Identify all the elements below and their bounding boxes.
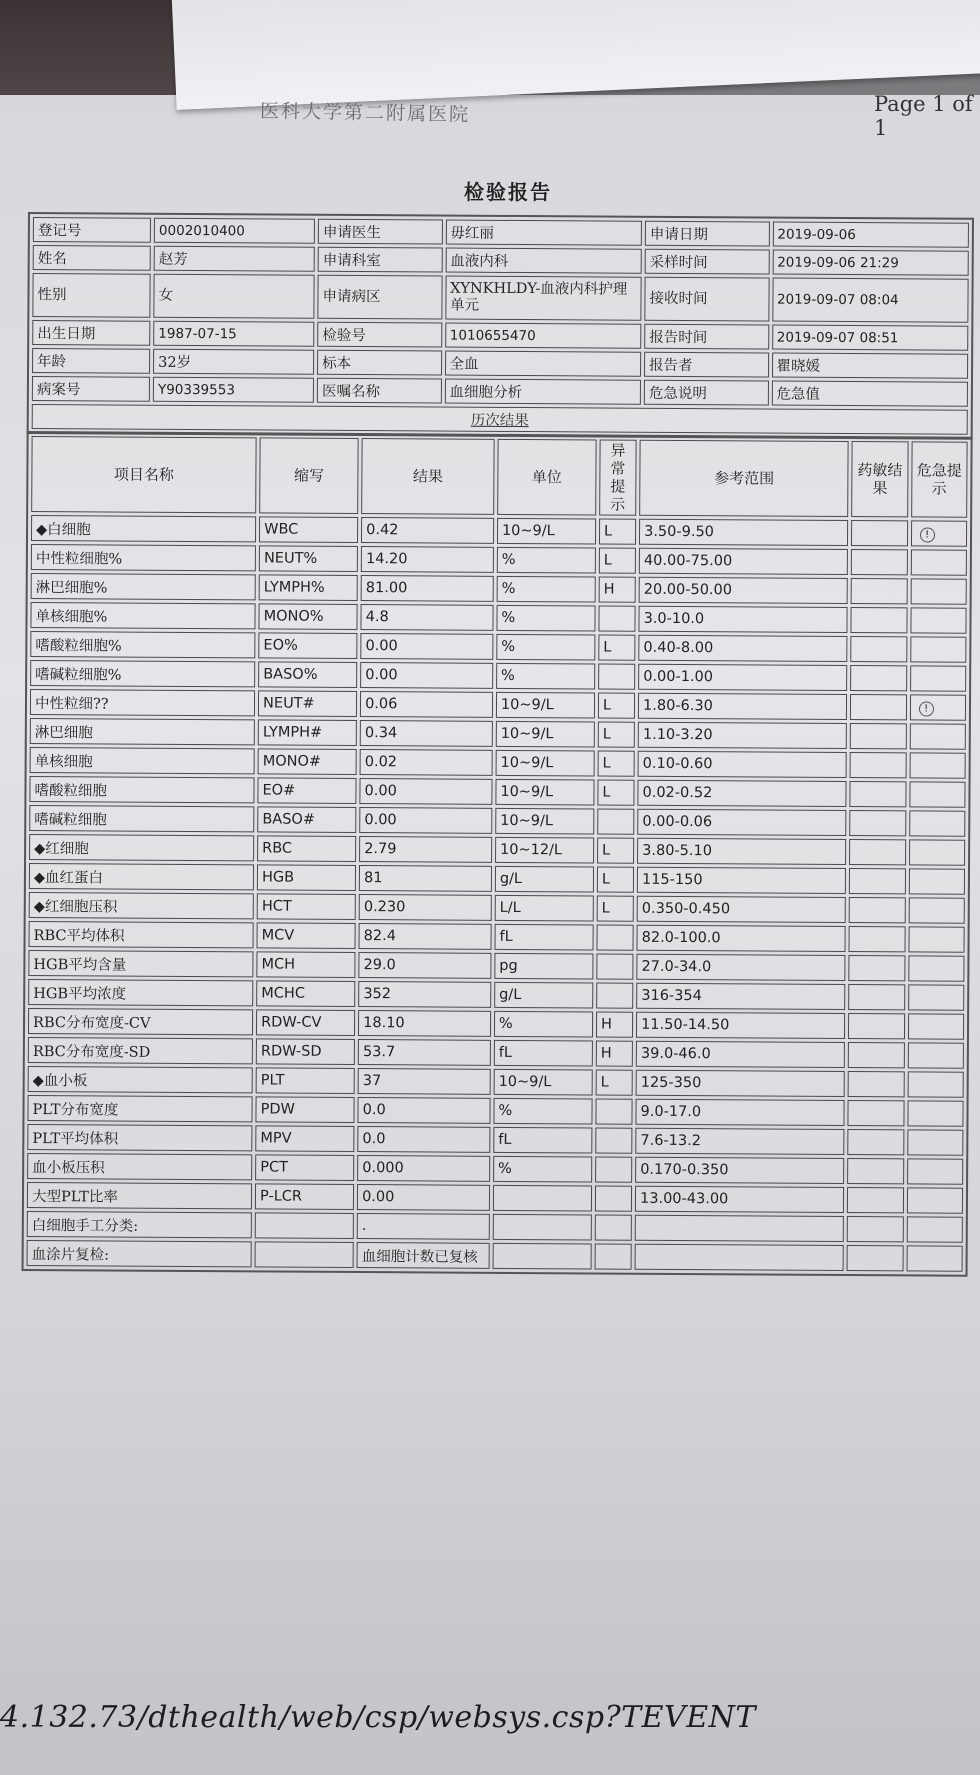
cell-range: 3.80-5.10 [637, 838, 846, 865]
cell-sens [851, 520, 907, 546]
col-header-sensitivity: 药敏结果 [852, 441, 909, 517]
cell-range: 0.170-0.350 [635, 1157, 844, 1184]
cell-range: 1.10-3.20 [638, 722, 847, 749]
info-value: 1987-07-15 [153, 321, 314, 347]
col-header-critical: 危急提示 [911, 441, 968, 517]
cell-abbr: BASO# [257, 806, 356, 833]
cell-critical [907, 1187, 964, 1213]
info-value: 血液内科 [445, 248, 642, 274]
cell-name: 血小板压积 [27, 1153, 252, 1180]
cell-name: 大型PLT比率 [27, 1182, 252, 1209]
info-value: 2019-09-06 21:29 [772, 250, 969, 276]
cell-abbr: MCHC [256, 980, 355, 1007]
info-row [32, 320, 968, 351]
cell-name: 嗜碱粒细胞 [29, 805, 254, 832]
cell-name: RBC分布宽度-CV [28, 1008, 253, 1035]
table-row [28, 979, 964, 1011]
cell-result: 53.7 [358, 1039, 491, 1066]
info-label: 申请日期 [645, 221, 770, 247]
info-label: 报告时间 [644, 324, 769, 350]
table-row [30, 602, 966, 634]
info-label: 标本 [317, 350, 442, 376]
info-value: 2019-09-07 08:51 [772, 325, 969, 351]
cell-critical [908, 955, 965, 981]
cell-sens [847, 1216, 903, 1242]
info-value: 全血 [445, 351, 642, 377]
cell-result: . [357, 1213, 490, 1240]
info-label: 检验号 [317, 322, 442, 348]
cell-unit: % [493, 1156, 592, 1183]
cell-range: 316-354 [636, 983, 845, 1010]
cell-name: 单核细胞% [30, 602, 255, 629]
cell-unit: 10~9/L [495, 808, 594, 835]
cell-name: ◆红细胞压积 [29, 892, 254, 919]
cell-abbr: MPV [255, 1125, 354, 1152]
cell-range: 3.0-10.0 [639, 606, 848, 633]
cell-abbr: NEUT# [258, 690, 357, 717]
cell-sens [848, 1013, 904, 1039]
cell-range: 0.40-8.00 [638, 635, 847, 662]
results-header-row [31, 436, 967, 518]
cell-sens [850, 752, 906, 778]
cell-range: 3.50-9.50 [639, 519, 848, 546]
info-row [32, 348, 968, 379]
cell-sens [847, 1158, 903, 1184]
cell-abbr: LYMPH% [259, 574, 358, 601]
table-row [27, 1153, 963, 1185]
info-value: 2019-09-06 [772, 222, 969, 248]
cell-sens [849, 868, 905, 894]
cell-result: 0.06 [360, 691, 493, 718]
cell-critical [910, 607, 967, 633]
cell-unit: % [494, 1011, 593, 1038]
info-label: 出生日期 [32, 320, 150, 346]
cell-sens [849, 926, 905, 952]
cell-abbr: RDW-SD [256, 1038, 355, 1065]
info-value: 瞿晓媛 [772, 353, 969, 379]
info-value: 2019-09-07 08:04 [772, 278, 969, 323]
col-header-range: 参考范围 [639, 440, 849, 517]
cell-critical [910, 694, 967, 720]
cell-unit: L/L [495, 895, 594, 922]
cell-critical [910, 636, 967, 662]
cell-flag: L [597, 750, 634, 776]
cell-name: 白细胞手工分类: [27, 1211, 252, 1238]
info-label: 姓名 [33, 245, 151, 271]
cell-flag: L [597, 895, 634, 921]
cell-result: 4.8 [361, 604, 494, 631]
cell-name: 中性粒细胞% [31, 544, 256, 571]
table-row [31, 544, 967, 576]
cell-flag [595, 1098, 632, 1124]
info-label: 报告者 [644, 352, 769, 378]
cell-unit: % [496, 634, 595, 661]
cell-range: 9.0-17.0 [635, 1099, 844, 1126]
table-row [29, 892, 965, 924]
cell-abbr: LYMPH# [258, 719, 357, 746]
info-value: 血细胞分析 [444, 379, 641, 405]
cell-flag: L [596, 1069, 633, 1095]
info-value: 危急值 [771, 381, 968, 407]
cell-flag [595, 1185, 632, 1211]
col-header-result: 结果 [361, 438, 494, 515]
cell-abbr: PLT [256, 1067, 355, 1094]
report-title: 检验报告 [464, 180, 552, 204]
cell-name: PLT分布宽度 [27, 1095, 252, 1122]
cell-range [635, 1215, 844, 1242]
cell-unit: % [497, 547, 596, 574]
cell-flag: L [599, 518, 636, 544]
table-row [30, 747, 966, 779]
cell-sens [848, 1071, 904, 1097]
cell-range: 0.02-0.52 [637, 780, 846, 807]
cell-flag [596, 924, 633, 950]
cell-flag [595, 1214, 632, 1240]
cell-flag [596, 982, 633, 1008]
cell-name: HGB平均含量 [28, 950, 253, 977]
cell-sens [851, 549, 907, 575]
info-label: 性别 [32, 273, 150, 318]
cell-abbr: EO% [258, 632, 357, 659]
cell-sens [851, 578, 907, 604]
cell-unit: fL [494, 1040, 593, 1067]
info-value: 32岁 [153, 349, 314, 375]
cell-name: 中性粒细?? [30, 689, 255, 716]
cell-sens [848, 1042, 904, 1068]
cell-result: 29.0 [358, 952, 491, 979]
cell-range: 1.80-6.30 [638, 693, 847, 720]
info-label: 接收时间 [644, 277, 769, 322]
cell-sens [849, 955, 905, 981]
info-label: 医嘱名称 [317, 378, 442, 404]
cell-critical [909, 810, 966, 836]
cell-abbr: MCV [257, 922, 356, 949]
cell-critical [909, 868, 966, 894]
cell-flag: H [596, 1011, 633, 1037]
cell-flag [596, 953, 633, 979]
cell-abbr: HCT [257, 893, 356, 920]
cell-sens [847, 1245, 903, 1271]
cell-name: ◆白细胞 [31, 515, 256, 542]
footer-url: 4.132.73/dthealth/web/csp/websys.csp?TEVENT [0, 1700, 756, 1735]
cell-unit: % [496, 605, 595, 632]
hospital-name: 医科大学第二附属医院 [259, 100, 471, 126]
table-row [31, 573, 967, 605]
cell-unit [493, 1214, 592, 1241]
info-value: 女 [153, 274, 314, 319]
cell-critical [910, 665, 967, 691]
cell-result: 0.0 [358, 1097, 491, 1124]
cell-result: 0.00 [360, 633, 493, 660]
cell-range: 125-350 [636, 1070, 845, 1097]
cell-unit: 10~9/L [496, 721, 595, 748]
cell-flag [598, 605, 635, 631]
cell-range: 0.350-0.450 [637, 896, 846, 923]
critical-warning-icon: ! [920, 527, 935, 542]
cell-name: 单核细胞 [30, 747, 255, 774]
info-label: 申请病区 [317, 275, 442, 320]
cell-range: 11.50-14.50 [636, 1012, 845, 1039]
cell-range: 82.0-100.0 [637, 925, 846, 952]
cell-critical [907, 1129, 964, 1155]
cell-unit: g/L [495, 866, 594, 893]
cell-sens [850, 665, 906, 691]
cell-abbr: PDW [256, 1096, 355, 1123]
cell-sens [850, 781, 906, 807]
cell-unit: % [493, 1098, 592, 1125]
cell-range: 13.00-43.00 [635, 1186, 844, 1213]
cell-unit: 10~9/L [496, 692, 595, 719]
cell-range: 0.00-1.00 [638, 664, 847, 691]
cell-range: 0.10-0.60 [638, 751, 847, 778]
cell-unit: 10~9/L [494, 1069, 593, 1096]
cell-unit: % [496, 663, 595, 690]
cell-unit: g/L [494, 982, 593, 1009]
table-row [29, 834, 965, 866]
cell-result: 82.4 [359, 923, 492, 950]
table-row [30, 718, 966, 750]
cell-abbr: WBC [259, 516, 358, 543]
cell-flag [598, 663, 635, 689]
cell-sens [851, 607, 907, 633]
cell-flag: L [597, 837, 634, 863]
cell-flag: L [599, 547, 636, 573]
table-row [27, 1095, 963, 1127]
cell-critical [909, 781, 966, 807]
table-row [27, 1240, 963, 1272]
cell-name: ◆血红蛋白 [29, 863, 254, 890]
cell-critical [909, 752, 966, 778]
cell-flag: L [598, 721, 635, 747]
critical-warning-icon: ! [919, 701, 934, 716]
cell-result: 0.42 [361, 517, 494, 544]
cell-flag: L [597, 779, 634, 805]
cell-critical [907, 1042, 964, 1068]
cell-unit [493, 1185, 592, 1212]
table-row [27, 1124, 963, 1156]
cell-unit: 10~12/L [495, 837, 594, 864]
info-value: XYNKHLDY-血液内科护理单元 [445, 276, 642, 321]
cell-name: RBC分布宽度-SD [28, 1037, 253, 1064]
cell-critical [907, 1071, 964, 1097]
cell-critical [909, 839, 966, 865]
table-row [28, 950, 964, 982]
table-row [30, 689, 966, 721]
cell-result: 18.10 [358, 1010, 491, 1037]
cell-critical [909, 723, 966, 749]
cell-result: 352 [358, 981, 491, 1008]
cell-abbr [255, 1241, 354, 1268]
cell-result: 0.00 [357, 1184, 490, 1211]
cell-abbr: BASO% [258, 661, 357, 688]
cell-result: 2.79 [359, 836, 492, 863]
info-label: 申请科室 [318, 247, 443, 273]
cell-result: 81.00 [361, 575, 494, 602]
table-row [28, 1037, 964, 1069]
info-row [33, 217, 969, 248]
cell-name: 血涂片复检: [27, 1240, 252, 1267]
results-table [22, 431, 973, 1277]
cell-result: 0.00 [359, 778, 492, 805]
info-label: 危急说明 [644, 380, 769, 406]
cell-sens [851, 636, 907, 662]
cell-abbr: RDW-CV [256, 1009, 355, 1036]
cell-range: 115-150 [637, 867, 846, 894]
table-row [27, 1211, 963, 1243]
info-value: Y90339553 [153, 377, 314, 403]
cell-unit: pg [494, 953, 593, 980]
cell-name: 淋巴细胞 [30, 718, 255, 745]
cell-critical [908, 897, 965, 923]
cell-result: 0.000 [357, 1155, 490, 1182]
report-body [22, 212, 974, 1277]
info-label: 病案号 [32, 376, 150, 402]
cell-name: 嗜酸粒细胞 [29, 776, 254, 803]
history-results-link[interactable]: 历次结果 [32, 404, 968, 435]
cell-critical [907, 1100, 964, 1126]
info-value: 0002010400 [154, 218, 315, 244]
cell-name: 淋巴细胞% [31, 573, 256, 600]
cell-result: 0.34 [360, 720, 493, 747]
info-value: 赵芳 [154, 246, 315, 272]
table-row [30, 631, 966, 663]
cell-critical [906, 1216, 963, 1242]
cell-result: 0.230 [359, 894, 492, 921]
cell-name: RBC平均体积 [29, 921, 254, 948]
cell-range: 20.00-50.00 [639, 577, 848, 604]
cell-sens [850, 810, 906, 836]
cell-critical [910, 578, 967, 604]
cell-sens [849, 839, 905, 865]
info-row [32, 376, 968, 407]
cell-abbr: P-LCR [255, 1183, 354, 1210]
cell-name: HGB平均浓度 [28, 979, 253, 1006]
cell-name: 嗜碱粒细胞% [30, 660, 255, 687]
cell-flag: L [598, 634, 635, 660]
cell-range: 27.0-34.0 [636, 954, 845, 981]
info-value: 毋红丽 [445, 220, 642, 246]
cell-critical [907, 1158, 964, 1184]
cell-unit [492, 1243, 591, 1270]
cell-flag [594, 1243, 631, 1269]
cell-unit: fL [493, 1127, 592, 1154]
cell-range: 7.6-13.2 [635, 1128, 844, 1155]
cell-critical [908, 926, 965, 952]
cell-range: 39.0-46.0 [636, 1041, 845, 1068]
cell-result: 14.20 [361, 546, 494, 573]
cell-critical [906, 1245, 963, 1271]
table-row [29, 805, 965, 837]
cell-result: 0.00 [359, 807, 492, 834]
patient-info-table [27, 212, 974, 440]
cell-result: 81 [359, 865, 492, 892]
cell-result: 37 [358, 1068, 491, 1095]
info-row [32, 273, 968, 323]
cell-unit: fL [494, 924, 593, 951]
table-row [29, 776, 965, 808]
table-row [29, 921, 965, 953]
cell-result: 血细胞计数已复核 [357, 1242, 490, 1269]
cell-flag [597, 808, 634, 834]
table-row [27, 1182, 963, 1214]
cell-abbr: EO# [257, 777, 356, 804]
info-label: 登记号 [33, 217, 151, 243]
cell-unit: 10~9/L [495, 779, 594, 806]
cell-abbr [255, 1212, 354, 1239]
cell-critical [908, 1013, 965, 1039]
info-label: 采样时间 [645, 249, 770, 275]
cell-sens [847, 1187, 903, 1213]
table-row [29, 863, 965, 895]
table-row [28, 1008, 964, 1040]
cell-flag [595, 1156, 632, 1182]
col-header-unit: 单位 [497, 439, 596, 516]
cell-abbr: MONO# [258, 748, 357, 775]
cell-critical [910, 549, 967, 575]
cell-sens [850, 723, 906, 749]
cell-range: 0.00-0.06 [637, 809, 846, 836]
cell-flag: H [599, 576, 636, 602]
cell-name: ◆血小板 [28, 1066, 253, 1093]
info-label: 申请医生 [318, 219, 443, 245]
cell-abbr: PCT [255, 1154, 354, 1181]
table-row [28, 1066, 964, 1098]
cell-name: ◆红细胞 [29, 834, 254, 861]
info-label: 年龄 [32, 348, 150, 374]
col-header-name: 项目名称 [31, 436, 257, 513]
cell-result: 0.0 [357, 1126, 490, 1153]
info-row [33, 245, 969, 276]
cell-sens [849, 897, 905, 923]
cell-name: 嗜酸粒细胞% [30, 631, 255, 658]
cell-name: PLT平均体积 [27, 1124, 252, 1151]
cell-critical [908, 984, 965, 1010]
cell-unit: 10~9/L [495, 750, 594, 777]
cell-sens [848, 1100, 904, 1126]
cell-abbr: HGB [257, 864, 356, 891]
cell-result: 0.00 [360, 662, 493, 689]
table-row [31, 515, 967, 547]
cell-unit: 10~9/L [497, 518, 596, 545]
col-header-abbr: 缩写 [259, 437, 358, 514]
cell-range: 40.00-75.00 [639, 548, 848, 575]
cell-sens [849, 984, 905, 1010]
cell-critical [911, 520, 968, 546]
col-header-flag: 异常提示 [599, 439, 637, 515]
cell-flag [595, 1127, 632, 1153]
cell-abbr: RBC [257, 835, 356, 862]
table-row [30, 660, 966, 692]
cell-flag: L [598, 692, 635, 718]
cell-abbr: NEUT% [259, 545, 358, 572]
cell-range [635, 1244, 844, 1271]
cell-abbr: MCH [256, 951, 355, 978]
cell-flag: L [597, 866, 634, 892]
cell-flag: H [596, 1040, 633, 1066]
cell-sens [848, 1129, 904, 1155]
cell-unit: % [497, 576, 596, 603]
info-value: 1010655470 [445, 323, 642, 349]
cell-sens [850, 694, 906, 720]
cell-abbr: MONO% [259, 603, 358, 630]
page-number: Page 1 of 1 [874, 92, 973, 140]
cell-result: 0.02 [360, 749, 493, 776]
